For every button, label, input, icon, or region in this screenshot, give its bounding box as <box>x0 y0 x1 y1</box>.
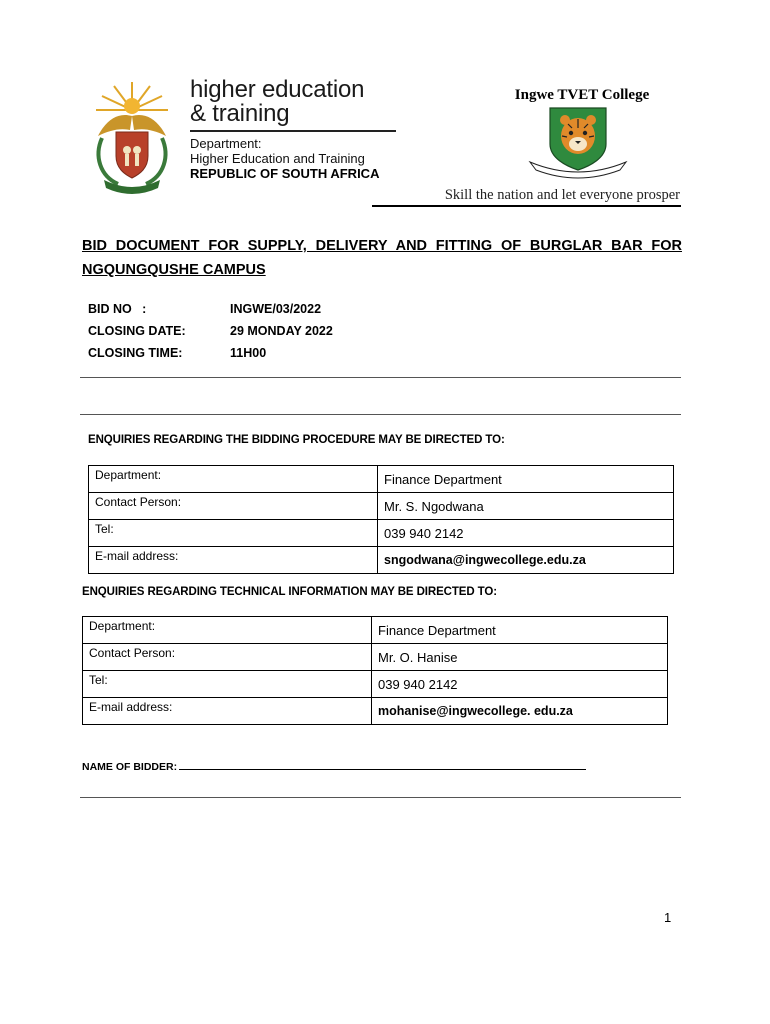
table-row <box>89 547 674 574</box>
college-motto: Skill the nation and let everyone prosper <box>444 187 680 203</box>
table-row <box>89 466 674 493</box>
department-value: Finance Department <box>372 617 668 644</box>
bidder-name-label: NAME OF BIDDER: <box>82 761 178 773</box>
technical-enquiries-heading: ENQUIRIES REGARDING TECHNICAL INFORMATION MAY BE DIRECTED TO: <box>82 586 497 598</box>
bid-number-label: BID NO : <box>88 302 147 316</box>
contact-person-value: Mr. O. Hanise <box>372 644 668 671</box>
dhet-divider <box>190 130 396 132</box>
email-label: E-mail address: <box>89 547 378 574</box>
bid-number-row <box>88 298 488 320</box>
department-label: Department: <box>83 617 372 644</box>
closing-date-row <box>88 320 488 342</box>
dhet-dept-line1: Department: <box>190 135 262 151</box>
bid-info <box>88 298 488 364</box>
table-row <box>83 617 668 644</box>
document-title: BID DOCUMENT FOR SUPPLY, DELIVERY AND FITTING OF BURGLAR BAR FOR NGQUNGQUSHE CAMPUS <box>82 238 682 278</box>
dhet-logo <box>84 76 396 194</box>
contact-person-value: Mr. S. Ngodwana <box>378 493 674 520</box>
tel-value: 039 940 2142 <box>372 671 668 698</box>
department-value: Finance Department <box>378 466 674 493</box>
table-row <box>89 493 674 520</box>
tiger-emblem-icon <box>528 106 628 182</box>
bidder-name-line[interactable] <box>179 760 586 770</box>
coat-of-arms-icon <box>84 76 180 194</box>
divider <box>80 797 681 798</box>
technical-contact-table <box>82 616 668 725</box>
dhet-title-line1: higher education <box>190 76 365 103</box>
tel-label: Tel: <box>83 671 372 698</box>
dhet-dept-line3: REPUBLIC OF SOUTH AFRICA <box>190 165 380 181</box>
bidding-enquiries-heading: ENQUIRIES REGARDING THE BIDDING PROCEDURE MAY BE DIRECTED TO: <box>88 434 505 446</box>
table-row <box>83 671 668 698</box>
contact-person-label: Contact Person: <box>89 493 378 520</box>
closing-date-label: CLOSING DATE: <box>88 324 186 338</box>
tel-value: 039 940 2142 <box>378 520 674 547</box>
table-row <box>89 520 674 547</box>
closing-date-value: 29 MONDAY 2022 <box>230 324 333 338</box>
college-name: Ingwe TVET College <box>514 87 650 103</box>
divider <box>80 377 681 378</box>
bidding-contact-table <box>88 465 674 574</box>
tel-label: Tel: <box>89 520 378 547</box>
dhet-dept-line2: Higher Education and Training <box>190 150 365 166</box>
divider <box>80 414 681 415</box>
table-row <box>83 698 668 725</box>
closing-time-row <box>88 342 488 364</box>
email-label: E-mail address: <box>83 698 372 725</box>
email-value[interactable]: sngodwana@ingwecollege.edu.za <box>378 547 674 574</box>
department-label: Department: <box>89 466 378 493</box>
dhet-title-line2: & training <box>190 100 290 127</box>
table-row <box>83 644 668 671</box>
page-number: 1 <box>664 910 672 925</box>
bidder-name-field[interactable] <box>82 760 586 773</box>
header-divider <box>372 205 681 207</box>
closing-time-label: CLOSING TIME: <box>88 346 183 360</box>
contact-person-label: Contact Person: <box>83 644 372 671</box>
bid-number-value: INGWE/03/2022 <box>230 302 322 316</box>
email-value[interactable]: mohanise@ingwecollege. edu.za <box>372 698 668 725</box>
closing-time-value: 11H00 <box>230 346 267 360</box>
